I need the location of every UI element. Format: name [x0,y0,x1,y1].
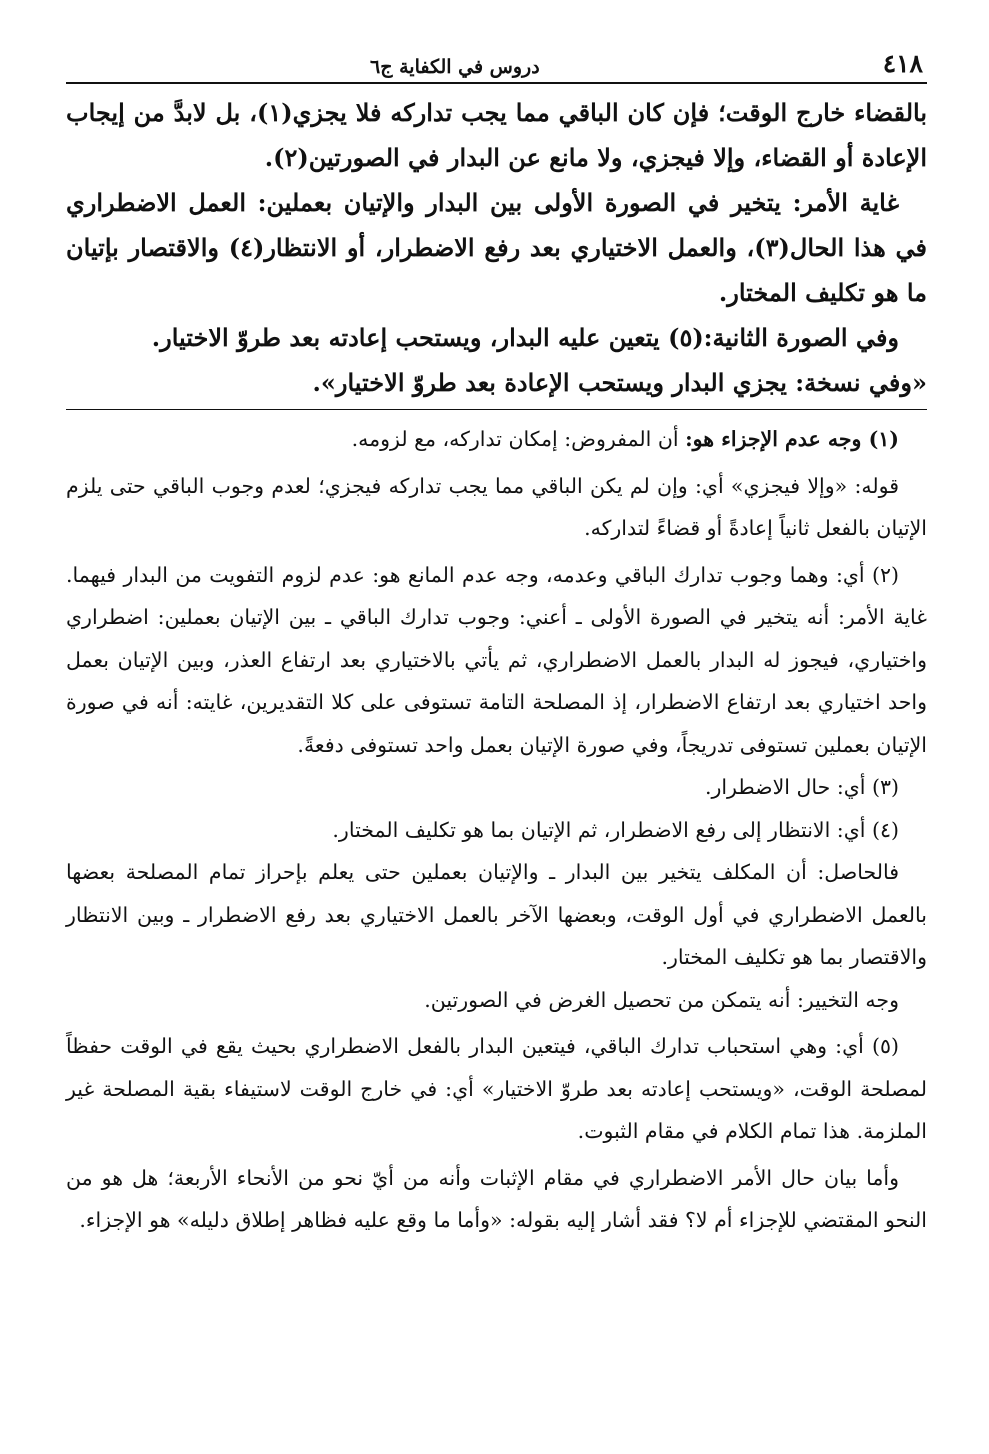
footnote-1-commentary: قوله: «وإلا فيجزي» أي: وإن لم يكن الباقي مما يجب تداركه فيجزي؛ لعدم وجوب الباقي حتى يلزم الإتيان بالفعل ثانياً إعادةً أو قضاءً لتداركه. [66,473,927,540]
footnote-5: (٥) أي: وهي استحباب تدارك الباقي، فيتعين البدار بالفعل الاضطراري بحيث يقع في الوقت حفظاً لمصلحة الوقت، «ويستحب إعادته بعد طروّ الاختيار» أي: في خارج الوقت لاستيفاء بقية المصلحة غير الملزمة. هذا تمام الكلام في مقام الثبوت. [66,1034,927,1143]
running-title: دروس في الكفاية ج٦ [370,56,540,78]
footnote-4-reason: وجه التخيير: أنه يتمكن من تحصيل الغرض في الصورتين. [424,987,899,1012]
main-paragraph-4: «وفي نسخة: يجزي البدار ويستحب الإعادة بعد طروّ الاختيار». [312,368,927,397]
main-text [66,90,927,405]
main-paragraph-3: وفي الصورة الثانية:(٥) يتعين عليه البدار، ويستحب إعادته بعد طروّ الاختيار. [151,323,899,352]
footnote-1-text: أن المفروض: إمكان تداركه، مع لزومه. [351,427,686,451]
page-header [66,40,927,84]
footnotes [66,418,927,1242]
footnote-divider [66,409,927,410]
footnote-2: (٢) أي: وهما وجوب تدارك الباقي وعدمه، وجه عدم المانع هو: عدم لزوم التفويت من البدار فيهما. غاية الأمر: أنه يتخير في الصورة الأولى ـ أعني: وجوب تدارك الباقي ـ بين الإتيان بعملين: اضطراري واختياري، فيجوز له البدار بالعمل الاضطراري، ثم يأتي بالاختياري بعد ارتفاع العذر، وبين الإتيان بعمل واحد اختياري بعد ارتفاع الاضطرار، إذ المصلحة التامة تستوفى على كلا التقديرين، غايته: أنه في صورة الإتيان بعملين تستوفى تدريجاً، وفي صورة الإتيان بعمل واحد تستوفى دفعةً. [66,562,927,757]
footnote-4-summary: فالحاصل: أن المكلف يتخير بين البدار ـ والإتيان بعملين حتى يعلم بإحراز تمام المصلحة بعضها بالعمل الاضطراري في أول الوقت، وبعضها الآخر بالعمل الاختياري بعد رفع الاضطرار ـ وبين الانتظار والاقتصار بما هو تكليف المختار. [66,860,927,969]
footnote-5-continuation: وأما بيان حال الأمر الاضطراري في مقام الإثبات وأنه من أيّ نحو من الأنحاء الأربعة؛ هل هو من النحو المقتضي للإجزاء أم لا؟ فقد أشار إليه بقوله: «وأما ما وقع عليه فظاهر إطلاق دليله» هو الإجزاء. [66,1165,927,1232]
main-paragraph-2: غاية الأمر: يتخير في الصورة الأولى بين البدار والإتيان بعملين: العمل الاضطراري في هذا الحال(٣)، والعمل الاختياري بعد رفع الاضطرار، أو الانتظار(٤) والاقتصار بإتيان ما هو تكليف المختار. [66,188,928,307]
footnote-1 [66,418,927,461]
page-number: ٤١٨ [882,49,923,78]
footnote-1-lead: (١) وجه عدم الإجزاء هو: [685,427,899,451]
main-paragraph-1: بالقضاء خارج الوقت؛ فإن كان الباقي مما يجب تداركه فلا يجزي(١)، بل لابدَّ من إيجاب الإعادة أو القضاء، وإلا فيجزي، ولا مانع عن البدار في الصورتين(٢). [66,98,928,172]
footnote-3: (٣) أي: حال الاضطرار. [704,775,899,799]
footnote-4: (٤) أي: الانتظار إلى رفع الاضطرار، ثم الإتيان بما هو تكليف المختار. [332,817,899,842]
